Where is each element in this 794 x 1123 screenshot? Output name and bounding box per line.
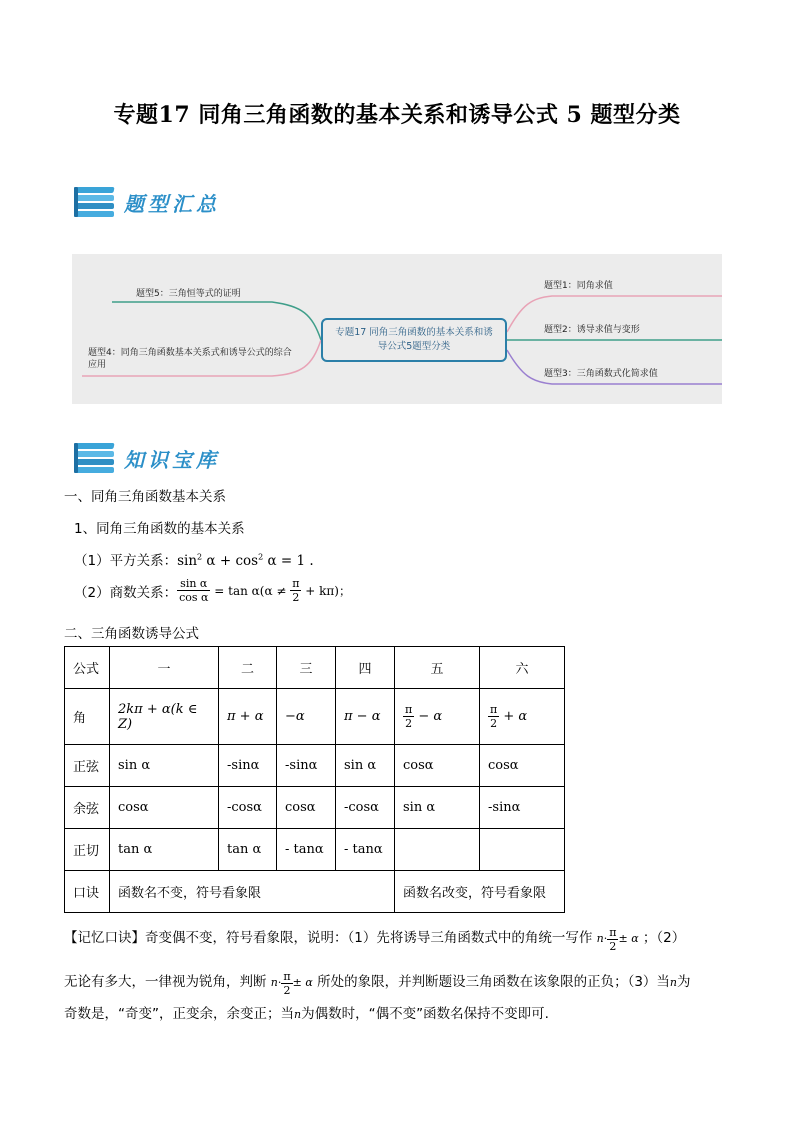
section-label: 题型汇总	[124, 191, 220, 216]
section-label: 知识宝库	[124, 447, 220, 472]
table-cell: $\frac{\pi}{2}$ + α	[480, 689, 565, 745]
heading-basic-relations: 一、同角三角函数基本关系	[64, 489, 226, 505]
table-cell: 2kπ + α(k ∈ Z)	[110, 689, 219, 745]
table-cell: tan α	[110, 829, 219, 871]
table-cell: 五	[395, 647, 480, 689]
table-row-header	[65, 647, 565, 689]
quotient-relation: （2）商数关系： $\frac{\text{sin α}}{\text{cos α}}$ = tan α(α ≠ $\frac{\pi}{2}$ + kπ)；	[74, 577, 351, 604]
subheading-basic-relations: 1、同角三角函数的基本关系	[74, 521, 245, 537]
table-cell: 余弦	[65, 787, 110, 829]
section-header-knowledge	[74, 440, 220, 476]
table-cell: 一	[110, 647, 219, 689]
quotient-formula-fraction: $\frac{\text{sin α}}{\text{cos α}}$	[179, 577, 209, 604]
books-icon	[74, 441, 116, 475]
table-cell: - tanα	[277, 829, 336, 871]
table-cell: 角	[65, 689, 110, 745]
memory-tip-lead: 【记忆口诀】	[64, 930, 145, 946]
table-cell: 口诀	[65, 871, 110, 913]
table-cell: 函数名改变，符号看象限	[395, 871, 565, 913]
table-cell: sin α	[336, 745, 395, 787]
table-cell: sin α	[110, 745, 219, 787]
table-cell: 二	[219, 647, 277, 689]
books-icon	[74, 185, 116, 219]
mind-map-node-5: 题型5：三角恒等式的证明	[136, 289, 241, 299]
table-cell: 正弦	[65, 745, 110, 787]
table-cell: -sinα	[219, 745, 277, 787]
table-cell: 六	[480, 647, 565, 689]
table-cell: -cosα	[219, 787, 277, 829]
table-cell: -sinα	[480, 787, 565, 829]
table-row-rule	[65, 871, 565, 913]
table-cell	[480, 829, 565, 871]
mind-map-node-1: 题型1：同角求值	[544, 281, 613, 291]
table-cell: 四	[336, 647, 395, 689]
memory-tip-text: 奇变偶不变，符号看象限，说明：（1）先将诱导三角函数式中的角统一写作	[145, 930, 593, 946]
table-cell: cosα	[110, 787, 219, 829]
mind-map	[72, 254, 722, 404]
mind-map-node-2: 题型2：诱导求值与变形	[544, 325, 640, 335]
square-relation	[74, 549, 314, 569]
mind-map-node-4: 题型4：同角三角函数基本关系式和诱导公式的综合应用	[88, 348, 292, 370]
memory-tip-line-2: 无论有多大，一律视为锐角，判断 n· $\frac{\pi}{2}$ ± α 所处的象限，并判断题设三角函数在该象限的正负；（3）当n为	[64, 970, 691, 997]
table-row-tan	[65, 829, 565, 871]
memory-tip-text: ；（2）	[642, 930, 686, 946]
table-cell: 正切	[65, 829, 110, 871]
table-cell: 三	[277, 647, 336, 689]
table-cell: sin α	[395, 787, 480, 829]
table-cell: cosα	[395, 745, 480, 787]
table-cell: π − α	[336, 689, 395, 745]
section-header-summary	[74, 184, 220, 220]
memory-tip-line-3: 奇数是，“奇变”，正变余，余变正；当n为偶数时，“偶不变”函数名保持不变即可.	[64, 1006, 549, 1022]
table-row-angle	[65, 689, 565, 745]
table-cell: cosα	[277, 787, 336, 829]
memory-tip-text: 所处的象限，并判断题设三角函数在该象限的正负；（3）当	[317, 974, 670, 990]
table-cell	[395, 829, 480, 871]
mind-map-center: 专题17 同角三角函数的基本关系和诱导公式5题型分类	[321, 318, 507, 362]
table-cell: tan α	[219, 829, 277, 871]
page-title: 专题17 同角三角函数的基本关系和诱导公式 5 题型分类	[113, 102, 681, 128]
table-cell: cosα	[480, 745, 565, 787]
memory-tip-text: 为	[677, 974, 691, 990]
memory-tip-line-1: 【记忆口诀】奇变偶不变，符号看象限，说明：（1）先将诱导三角函数式中的角统一写作 n· $\frac{\pi}{2}$ ± α ；（2）	[64, 926, 686, 953]
quotient-relation-label: （2）商数关系：	[74, 584, 178, 601]
memory-tip-text: 奇数是，“奇变”，正变余，余变正；当	[64, 1006, 294, 1022]
table-cell: 公式	[65, 647, 110, 689]
table-row-cos	[65, 787, 565, 829]
square-relation-label: （1）平方关系：	[74, 553, 178, 569]
table-cell: −α	[277, 689, 336, 745]
square-relation-formula: $\sin^2 \alpha + \cos^2 \alpha = 1$ .	[177, 552, 314, 569]
table-cell: -sinα	[277, 745, 336, 787]
memory-tip-text: 无论有多大，一律视为锐角，判断	[64, 974, 267, 990]
table-cell: -cosα	[336, 787, 395, 829]
mind-map-node-3: 题型3：三角函数式化简求值	[544, 369, 658, 379]
table-cell: $\frac{\pi}{2}$ − α	[395, 689, 480, 745]
heading-induction-formulas: 二、三角函数诱导公式	[64, 626, 199, 642]
induction-formula-table	[64, 646, 565, 913]
pi-over-two-fraction: $\frac{\pi}{2}$	[292, 577, 300, 604]
table-row-sin	[65, 745, 565, 787]
memory-tip-text: 为偶数时，“偶不变”函数名保持不变即可.	[301, 1006, 549, 1022]
table-cell: - tanα	[336, 829, 395, 871]
table-cell: π + α	[219, 689, 277, 745]
table-cell: 函数名不变，符号看象限	[110, 871, 395, 913]
